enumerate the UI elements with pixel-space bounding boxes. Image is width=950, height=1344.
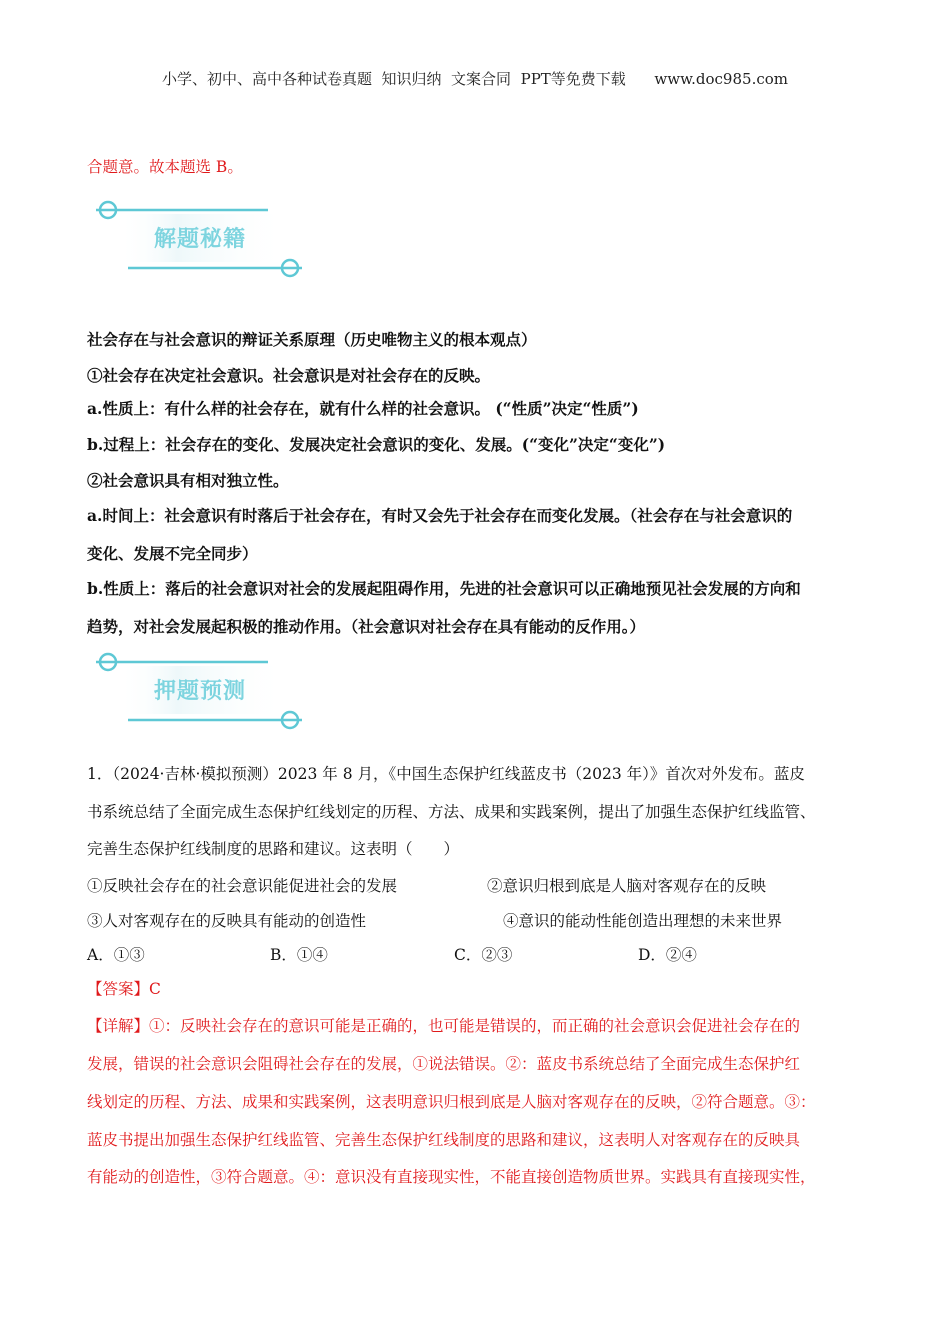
principle-point-2b-line1: b.性质上：落后的社会意识对社会的发展起阻碍作用，先进的社会意识可以正确地预见社会发展的方向和 <box>87 579 801 598</box>
principle-title: 社会存在与社会意识的辩证关系原理（历史唯物主义的根本观点） <box>87 330 537 349</box>
principle-point-2a-line2: 变化、发展不完全同步） <box>87 544 258 563</box>
statement-2: ②意识归根到底是人脑对客观存在的反映 <box>487 877 767 895</box>
choice-d: D．②④ <box>638 946 697 964</box>
banner-label: 解题秘籍 <box>153 226 246 252</box>
statement-1: ①反映社会存在的社会意识能促进社会的发展 <box>87 877 398 895</box>
choice-a: A．①③ <box>87 946 145 964</box>
detail-line3: 线划定的历程、方法、成果和实践案例，这表明意识归根到底是人脑对客观存在的反映，②符合题意。③： <box>87 1093 816 1111</box>
question-stem-line2: 书系统总结了全面完成生态保护红线划定的历程、方法、成果和实践案例，提出了加强生态保护红线监管、 <box>87 803 816 821</box>
principle-point-2b-line2: 趋势，对社会发展起积极的推动作用。（社会意识对社会存在具有能动的反作用。） <box>87 617 646 636</box>
principle-point-1a: a.性质上：有什么样的社会存在，就有什么样的社会意识。 (“性质”决定“性质”) <box>87 399 639 418</box>
previous-answer-tail: 合题意。故本题选 B。 <box>87 158 243 176</box>
statement-3: ③人对客观存在的反映具有能动的创造性 <box>87 912 367 930</box>
section-banner-predict <box>88 644 308 734</box>
question-stem-line3: 完善生态保护红线制度的思路和建议。这表明（ ） <box>87 840 460 858</box>
statement-4: ④意识的能动性能创造出理想的未来世界 <box>503 912 783 930</box>
answer-label: 【答案】C <box>87 980 161 998</box>
principle-point-2: ②社会意识具有相对独立性。 <box>87 471 289 490</box>
detail-line4: 蓝皮书提出加强生态保护红线监管、完善生态保护红线制度的思路和建议，这表明人对客观存在的反映具 <box>87 1131 801 1149</box>
principle-point-1: ①社会存在决定社会意识。社会意识是对社会存在的反映。 <box>87 366 491 385</box>
banner-label: 押题预测 <box>153 678 246 704</box>
question-stem-line1: 1．（2024·吉林·模拟预测）2023 年 8 月，《中国生态保护红线蓝皮书（2023 年）》首次对外发布。蓝皮 <box>87 765 805 783</box>
page-header: 小学、初中、高中各种试卷真题 知识归纳 文案合同 PPT等免费下载 www.doc985.com <box>161 70 788 88</box>
principle-point-1b: b.过程上：社会存在的变化、发展决定社会意识的变化、发展。(“变化”决定“变化”) <box>87 435 666 454</box>
detail-line5: 有能动的创造性，③符合题意。④：意识没有直接现实性，不能直接创造物质世界。实践具有直接现实性， <box>87 1168 816 1186</box>
choice-c: C．②③ <box>454 946 513 964</box>
detail-line2: 发展，错误的社会意识会阻碍社会存在的发展，①说法错误。②：蓝皮书系统总结了全面完成生态保护红 <box>87 1055 801 1073</box>
detail-line1: 【详解】①：反映社会存在的意识可能是正确的，也可能是错误的，而正确的社会意识会促进社会存在的 <box>87 1017 801 1035</box>
choice-b: B．①④ <box>270 946 328 964</box>
principle-point-2a-line1: a.时间上：社会意识有时落后于社会存在，有时又会先于社会存在而变化发展。（社会存在与社会意识的 <box>87 506 793 525</box>
section-banner-tips <box>88 192 308 282</box>
